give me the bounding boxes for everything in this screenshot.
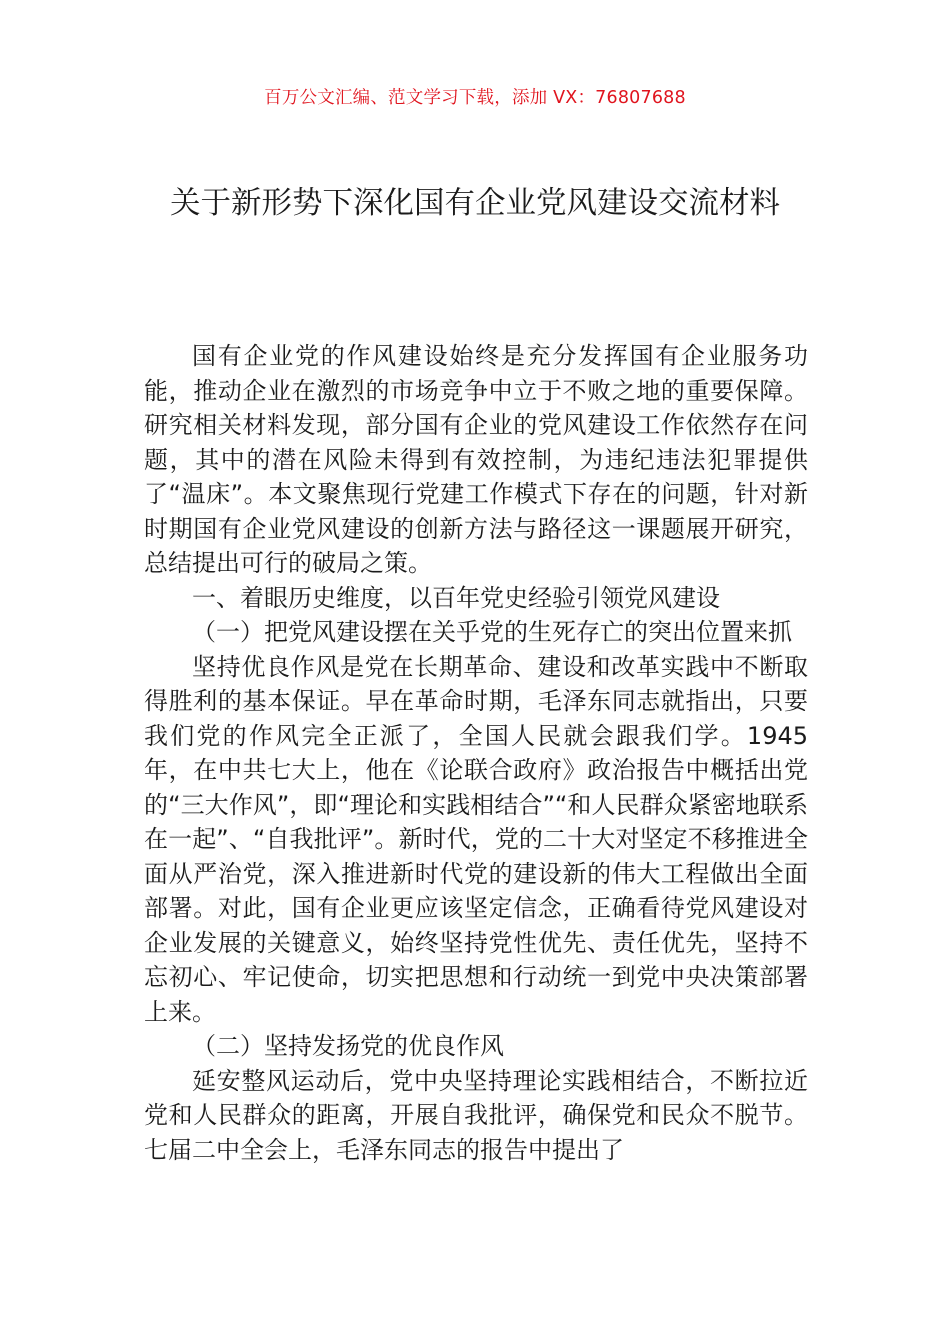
- subsection-heading-2: （二）坚持发扬党的优良作风: [192, 1032, 504, 1060]
- section-heading-1: 一、着眼历史维度，以百年党史经验引领党风建设: [192, 583, 720, 612]
- document-title: 关于新形势下深化国有企业党风建设交流材料: [170, 186, 780, 221]
- paragraph-intro: 国有企业党的作风建设始终是充分发挥国有企业服务功能，推动企业在激烈的市场竞争中立于不败之地的重要保障。研究相关材料发现，部分国有企业的党风建设工作依然存在问题，其中的潜在风险未得到有效控制，为违纪违法犯罪提供了“温床”。本文聚焦现行党建工作模式下存在的问题，针对新时期国有企业党风建设的创新方法与路径这一课题展开研究，总结提出可行的破局之策。: [144, 342, 808, 577]
- paragraph-body-1: 坚持优良作风是党在长期革命、建设和改革实践中不断取得胜利的基本保证。早在革命时期，毛泽东同志就指出，只要我们党的作风完全正派了，全国人民就会跟我们学。1945 年，在中共七大上，他在《论联合政府》政治报告中概括出党的“三大作风”，即“理论和实践相结合”“和人民群众紧密地联系在一起”、“自我批评”。新时代，党的二十大对坚定不移推进全面从严治党，深入推进新时代党的建设新的伟大工程做出全面部署。对此，国有企业更应该坚定信念，正确看待党风建设对企业发展的关键意义，始终坚持党性优先、责任优先，坚持不忘初心、牢记使命，切实把思想和行动统一到党中央决策部署上来。: [144, 652, 808, 1026]
- document-body: [144, 339, 808, 1167]
- header-promo-note: 百万公文汇编、范文学习下载，添加 VX：76807688: [264, 88, 686, 108]
- subsection-heading-1: （一）把党风建设摆在关乎党的生死存亡的突出位置来抓: [192, 618, 792, 646]
- paragraph-body-2: 延安整风运动后，党中央坚持理论实践相结合，不断拉近党和人民群众的距离，开展自我批评，确保党和民众不脱节。七届二中全会上，毛泽东同志的报告中提出了: [144, 1066, 808, 1164]
